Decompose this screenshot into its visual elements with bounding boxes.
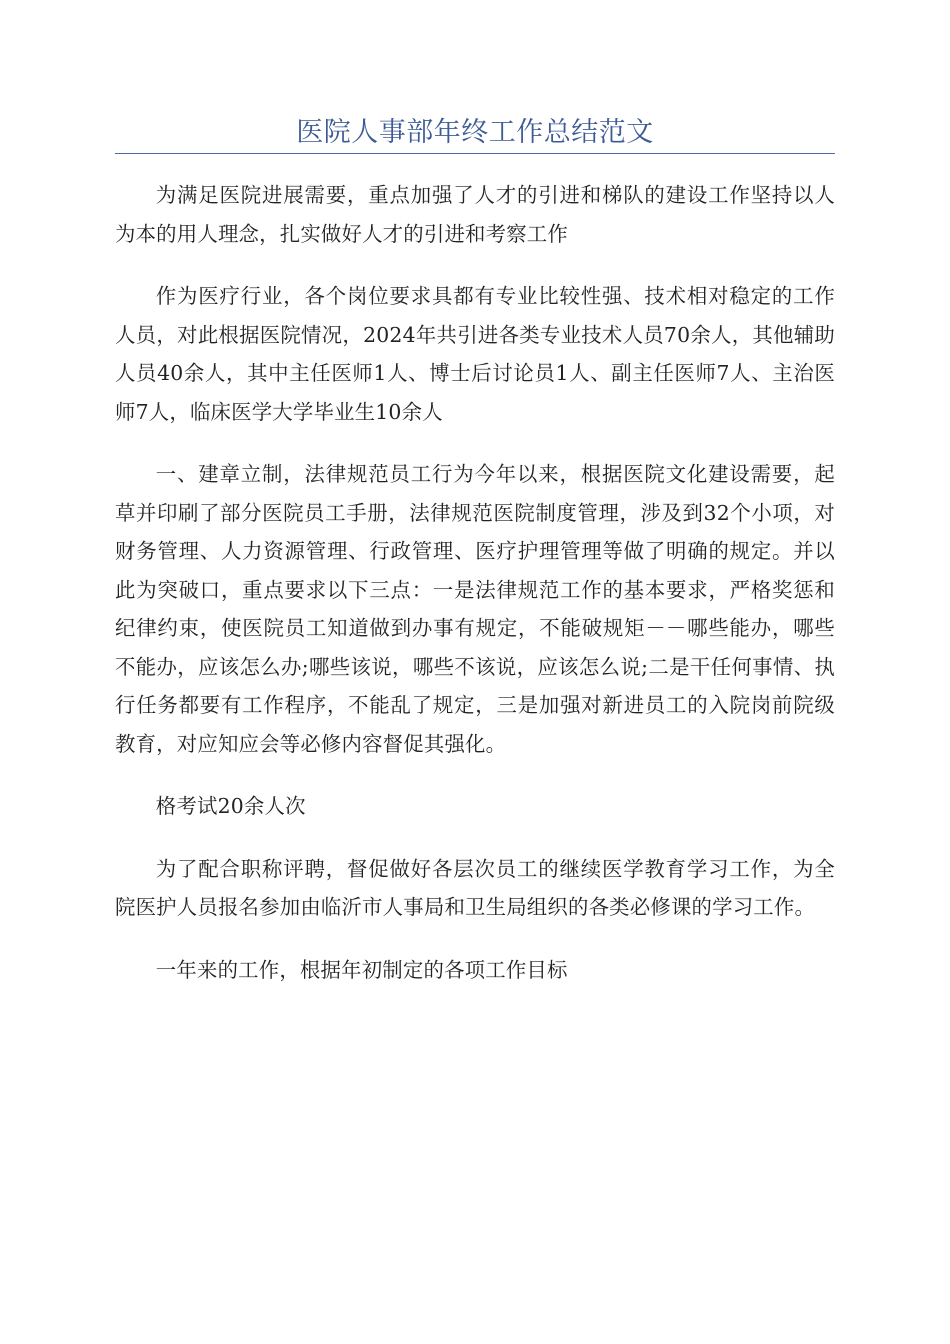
paragraph-4: 格考试20余人次 xyxy=(155,794,306,818)
paragraph-3: 一、建章立制，法律规范员工行为今年以来，根据医院文化建设需要，起草并印刷了部分医院员工手册，法律规范医院制度管理，涉及到32个小项，对财务管理、人力资源管理、行政管理、医疗护理管理等做了明确的规定。并以此为突破口，重点要求以下三点：一是法律规范工作的基本要求，严格奖惩和纪律约束，使医院员工知道做到办事有规定，不能破规矩－－哪些能办，哪些不能办，应该怎么办;哪些该说，哪些不该说，应该怎么说;二是干任何事情、执行任务都要有工作程序，不能乱了规定，三是加强对新进员工的入院岗前院级教育，对应知应会等必修内容督促其强化。 xyxy=(115,462,835,756)
title-underline xyxy=(115,153,835,154)
paragraph-2: 作为医疗行业，各个岗位要求具都有专业比较性强、技术相对稳定的工作人员，对此根据医院情况，2024年共引进各类专业技术人员70余人，其他辅助人员40余人，其中主任医师1人、博士后讨论员1人、副主任医师7人、主治医师7人，临床医学大学毕业生10余人 xyxy=(115,284,835,424)
paragraph-6: 一年来的工作，根据年初制定的各项工作目标 xyxy=(155,957,568,982)
document-body xyxy=(115,176,835,1013)
paragraph-5: 为了配合职称评聘，督促做好各层次员工的继续医学教育学习工作，为全院医护人员报名参加由临沂市人事局和卫生局组织的各类必修课的学习工作。 xyxy=(115,856,835,919)
paragraph-1: 为满足医院进展需要，重点加强了人才的引进和梯队的建设工作坚持以人为本的用人理念，扎实做好人才的引进和考察工作 xyxy=(115,183,835,246)
document-title: 医院人事部年终工作总结范文 xyxy=(296,117,654,148)
